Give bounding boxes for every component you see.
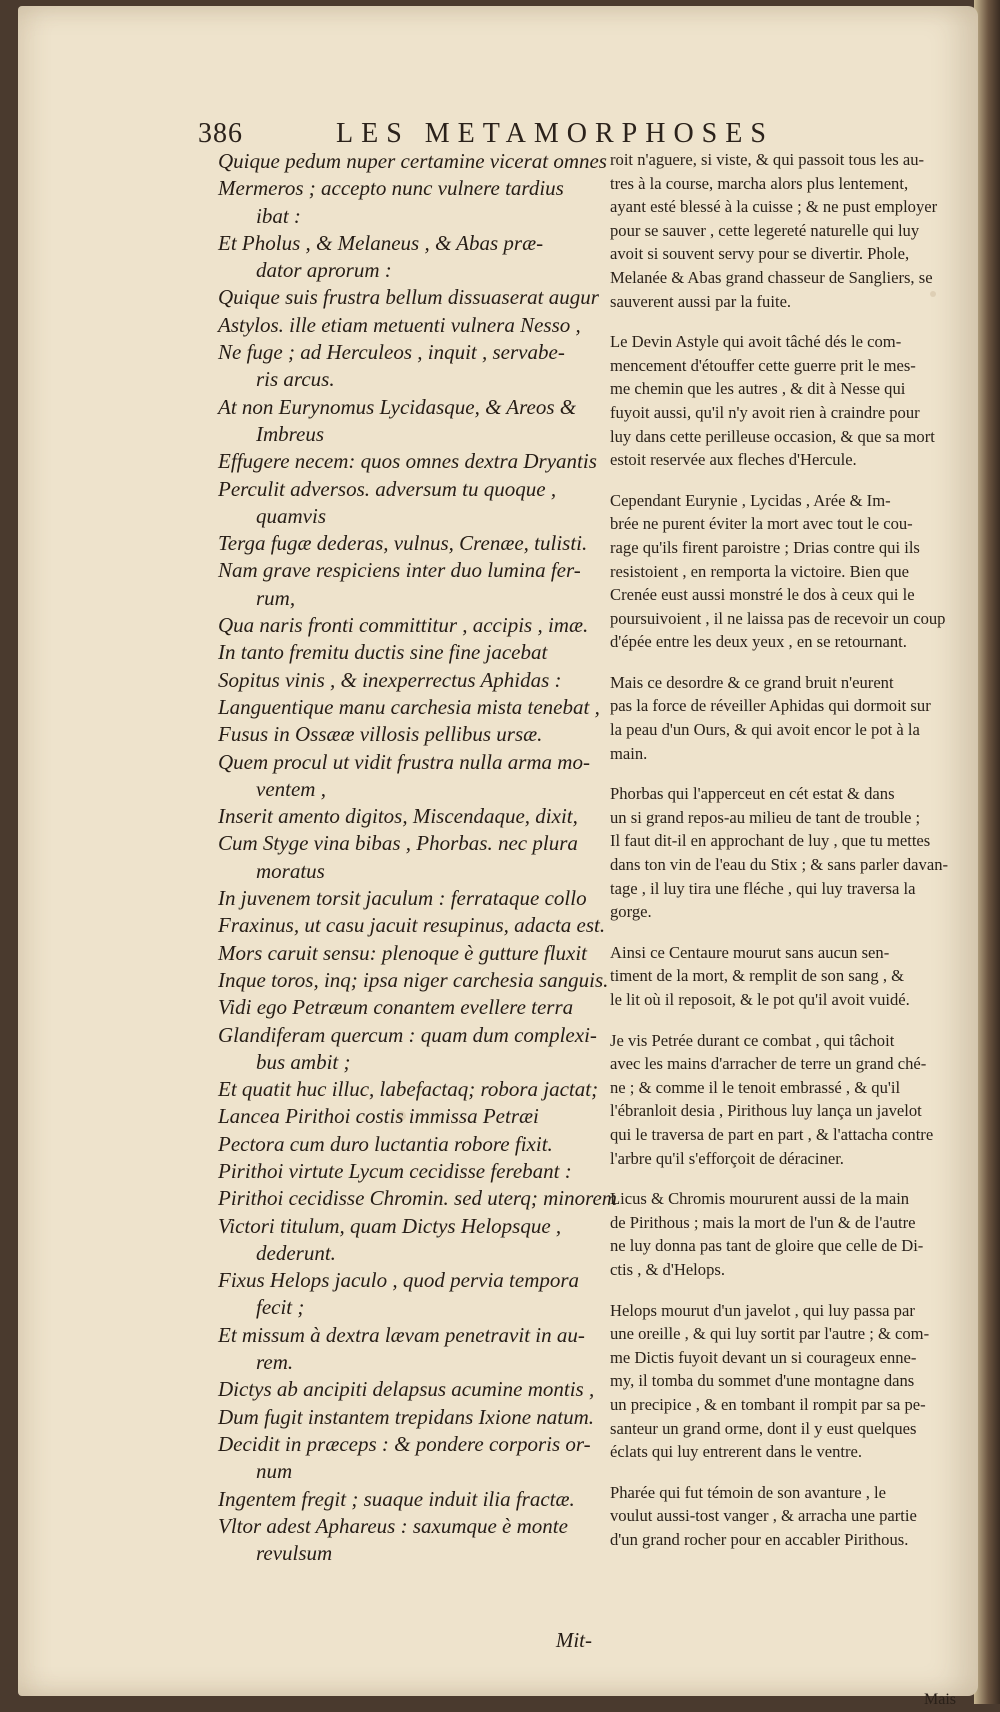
latin-verse-line: revulsum bbox=[256, 1541, 333, 1566]
latin-verse-line: rem. bbox=[256, 1350, 294, 1375]
french-line: avoit si souvent servy pour se divertir. Phole, bbox=[610, 244, 910, 264]
french-line: me Dictis fuyoit devant un si courageux enne- bbox=[610, 1347, 917, 1367]
french-line: main. bbox=[610, 743, 648, 763]
french-line: pour se sauver , cette legereté naturelle qui luy bbox=[610, 220, 920, 240]
latin-verse-line: dederunt. bbox=[256, 1240, 336, 1265]
french-line: my, il tomba du sommet d'une montagne dans bbox=[610, 1371, 915, 1391]
latin-verse-line: Glandiferam quercum : quam dum complexi- bbox=[218, 1022, 597, 1047]
latin-catchword: Mit- bbox=[555, 1627, 592, 1652]
french-line: gorge. bbox=[610, 902, 652, 922]
french-line: me chemin que les autres , & dit à Nesse qui bbox=[610, 379, 906, 399]
french-paragraph bbox=[610, 489, 970, 654]
latin-verse-line: Vidi ego Petræum conantem evellere terra bbox=[218, 995, 574, 1020]
latin-verse-line: In tanto fremitu ductis sine fine jacebat bbox=[218, 640, 548, 665]
latin-verse-line: ventem , bbox=[256, 776, 326, 801]
french-line: le lit où il reposoit, & le pot qu'il avoit vuidé. bbox=[610, 990, 910, 1009]
french-line: Licus & Chromis moururent aussi de la main bbox=[610, 1189, 910, 1209]
french-line: d'épée entre les deux yeux , en se retournant. bbox=[610, 632, 907, 652]
latin-verse-line: dator aprorum : bbox=[256, 258, 392, 283]
french-line: Pharée qui fut témoin de son avanture , le bbox=[610, 1482, 887, 1502]
latin-verse-line: Pirithoi cecidisse Chromin. sed uterq; minorem bbox=[218, 1186, 617, 1211]
latin-verse-line: At non Eurynomus Lycidasque, & Areos & bbox=[218, 394, 577, 419]
french-paragraph bbox=[610, 941, 970, 1012]
french-line: Melanée & Abas grand chasseur de Sangliers, se bbox=[610, 267, 933, 287]
page-number: 386 bbox=[198, 118, 243, 149]
french-line: santeur un grand orme, dont il y eust quelques bbox=[610, 1418, 917, 1438]
latin-verse-line: Decidit in præceps : & pondere corporis or- bbox=[218, 1431, 591, 1456]
french-line: Crenée eust aussi monstré le dos à ceux qui le bbox=[610, 585, 915, 605]
french-line: Mais ce desordre & ce grand bruit n'eurent bbox=[610, 672, 894, 692]
latin-verse-line: num bbox=[256, 1459, 293, 1484]
french-line: l'arbre qu'il s'efforçoit de déraciner. bbox=[610, 1148, 844, 1168]
latin-verse-line: Pectora cum duro luctantia robore fixit. bbox=[218, 1131, 553, 1156]
latin-verse-line: Fusus in Ossææ villosis pellibus ursæ. bbox=[218, 722, 543, 747]
french-line: luy dans cette perilleuse occasion, & que sa mort bbox=[610, 426, 935, 446]
french-line: dans ton vin de l'eau du Stix ; & sans parler davan- bbox=[610, 855, 949, 875]
french-line: rage qu'ils firent paroistre ; Drias contre qui ils bbox=[610, 537, 920, 557]
latin-verse-line: ibat : bbox=[256, 203, 301, 228]
french-line: ctis , & d'Helops. bbox=[610, 1259, 725, 1279]
french-line: un si grand repos-au milieu de tant de trouble ; bbox=[610, 807, 921, 827]
latin-verse-line: Inserit amento digitos, Miscendaque, dixit, bbox=[218, 804, 578, 829]
latin-verse-line: Et Pholus , & Melaneus , & Abas præ- bbox=[218, 230, 544, 255]
latin-verse-line: Qua naris fronti committitur , accipis , imæ. bbox=[218, 613, 589, 638]
french-paragraph bbox=[610, 1481, 970, 1552]
french-line: estoit reservée aux fleches d'Hercule. bbox=[610, 450, 857, 470]
latin-verse-line: Imbreus bbox=[256, 421, 325, 446]
latin-verse-line: Mermeros ; accepto nunc vulnere tardius bbox=[218, 176, 564, 201]
latin-verse-line: Ne fuge ; ad Herculeos , inquit , servabe- bbox=[218, 340, 565, 365]
latin-verse-line: Ingentem fregit ; suaque induit ilia fractæ. bbox=[218, 1486, 575, 1511]
french-line: sauverent aussi par la fuite. bbox=[610, 291, 792, 311]
latin-verse-line: Quem procul ut vidit frustra nulla arma mo- bbox=[218, 749, 590, 774]
latin-verse-line: Sopitus vinis , & inexperrectus Aphidas : bbox=[218, 667, 562, 692]
french-line: éclats qui luy entrerent dans le ventre. bbox=[610, 1442, 863, 1462]
french-paragraph bbox=[610, 1029, 970, 1171]
french-line: Ainsi ce Centaure mourut sans aucun sen- bbox=[610, 942, 890, 962]
latin-verse-line: Dum fugit instantem trepidans Ixione natum. bbox=[218, 1404, 595, 1429]
latin-verse-line: In juvenem torsit jaculum : ferrataque collo bbox=[218, 886, 587, 911]
french-line: Il faut dit-il en approchant de luy , que tu mettes bbox=[610, 831, 931, 851]
french-line: ne ; & comme il le tenoit embrassé , & qu'il bbox=[610, 1077, 901, 1097]
latin-verse-line: Terga fugæ dederas, vulnus, Crenæe, tulisti. bbox=[218, 531, 588, 556]
french-paragraph bbox=[610, 1299, 970, 1464]
french-line: qui le traversa de part en part , & l'attacha contre bbox=[610, 1124, 934, 1144]
latin-verse-line: Cum Styge vina bibas , Phorbas. nec plura bbox=[218, 831, 578, 856]
latin-verse-line: Lancea Pirithoi costis immissa Petræi bbox=[218, 1104, 539, 1129]
latin-verse-line: Fraxinus, ut casu jacuit resupinus, adacta est. bbox=[218, 913, 606, 938]
french-line: Cependant Eurynie , Lycidas , Arée & Im- bbox=[610, 490, 891, 510]
french-translation-column bbox=[610, 148, 970, 1708]
french-line: ne luy donna pas tant de gloire que celle de Di- bbox=[610, 1236, 924, 1256]
running-title: LES METAMORPHOSES bbox=[336, 118, 774, 149]
french-line: la peau d'un Ours, & qui avoit encor le pot à la bbox=[610, 720, 920, 740]
latin-verse-line: Quique pedum nuper certamine vicerat omnes bbox=[218, 149, 607, 173]
french-line: voulut aussi-tost vanger , & arracha une partie bbox=[610, 1506, 917, 1526]
latin-verse-line: Effugere necem: quos omnes dextra Dryantis bbox=[218, 449, 597, 474]
french-paragraph bbox=[610, 1187, 970, 1281]
french-line: resistoient , en remporta la victoire. Bien que bbox=[610, 561, 910, 581]
french-line: pas la force de réveiller Aphidas qui dormoit sur bbox=[610, 696, 931, 716]
french-catchword: Mais bbox=[924, 1691, 956, 1708]
french-line: fuyoit aussi, qu'il n'y avoit rien à craindre pour bbox=[610, 402, 920, 422]
latin-verse-line: Et missum à dextra lævam penetravit in au- bbox=[218, 1322, 585, 1347]
latin-verse-line: Inque toros, inq; ipsa niger carchesia sanguis. bbox=[218, 967, 609, 992]
latin-verse-line: Vltor adest Aphareus : saxumque è monte bbox=[218, 1513, 568, 1538]
latin-verse-line: Victori titulum, quam Dictys Helopsque , bbox=[218, 1213, 562, 1238]
french-line: Le Devin Astyle qui avoit tâché dés le com- bbox=[610, 332, 902, 352]
latin-verse-line: Quique suis frustra bellum dissuaserat augur bbox=[218, 285, 599, 310]
french-paragraph bbox=[610, 671, 970, 765]
latin-verse-line: Pirithoi virtute Lycum cecidisse ferebant : bbox=[218, 1158, 572, 1183]
latin-verse-line: Dictys ab ancipiti delapsus acumine montis , bbox=[218, 1377, 595, 1402]
latin-verse-line: Perculit adversos. adversum tu quoque , bbox=[218, 476, 557, 501]
french-line: un precipice , & en tombant il rompit par sa pe- bbox=[610, 1394, 926, 1414]
french-line: tage , il luy tira une fléche , qui luy traversa la bbox=[610, 878, 916, 898]
french-line: Je vis Petrée durant ce combat , qui tâchoit bbox=[610, 1030, 895, 1050]
french-line: ayant esté blessé à la cuisse ; & ne pust employer bbox=[610, 197, 938, 217]
french-line: timent de la mort, & remplit de son sang , & bbox=[610, 966, 905, 986]
latin-verse-line: fecit ; bbox=[256, 1295, 305, 1320]
latin-verse-line: quamvis bbox=[256, 503, 326, 528]
latin-verse-line: moratus bbox=[256, 858, 325, 883]
latin-verse-line: bus ambit ; bbox=[256, 1049, 351, 1074]
french-line: roit n'aguere, si viste, & qui passoit tous les au- bbox=[610, 150, 925, 169]
latin-verse-line: rum, bbox=[256, 585, 296, 610]
french-line: Helops mourut d'un javelot , qui luy passa par bbox=[610, 1300, 915, 1320]
french-paragraph bbox=[610, 148, 970, 313]
french-line: mencement d'étouffer cette guerre prit le mes- bbox=[610, 355, 916, 375]
french-line: l'ébranloit desia , Pirithous luy lança un javelot bbox=[610, 1101, 922, 1121]
french-line: brée ne purent éviter la mort avec tout le cou- bbox=[610, 514, 913, 534]
latin-verse-line: Languentique manu carchesia mista tenebat , bbox=[218, 694, 600, 719]
french-line: de Pirithous ; mais la mort de l'un & de l'autre bbox=[610, 1212, 916, 1232]
latin-verse-line: Et quatit huc illuc, labefactaq; robora jactat; bbox=[218, 1077, 599, 1102]
french-line: tres à la course, marcha alors plus lentement, bbox=[610, 173, 909, 193]
latin-verse-line: Mors caruit sensu: plenoque è gutture fluxit bbox=[218, 940, 587, 965]
french-line: avec les mains d'arracher de terre un grand ché- bbox=[610, 1054, 927, 1074]
french-line: une oreille , & qui luy sortit par l'autre ; & com- bbox=[610, 1324, 930, 1344]
latin-verse-column bbox=[218, 148, 617, 1688]
french-line: d'un grand rocher pour en accabler Pirithous. bbox=[610, 1529, 909, 1549]
french-line: poursuivoient , il ne laissa pas de recevoir un coup bbox=[610, 608, 946, 628]
french-paragraph bbox=[610, 782, 970, 924]
french-paragraph bbox=[610, 330, 970, 472]
latin-verse-line: ris arcus. bbox=[256, 367, 335, 392]
french-line: Phorbas qui l'apperceut en cét estat & dans bbox=[610, 784, 895, 804]
latin-verse-line: Astylos. ille etiam metuenti vulnera Nesso , bbox=[218, 312, 581, 337]
latin-verse-line: Nam grave respiciens inter duo lumina fer- bbox=[218, 558, 581, 583]
latin-verse-line: Fixus Helops jaculo , quod pervia tempora bbox=[218, 1268, 580, 1293]
